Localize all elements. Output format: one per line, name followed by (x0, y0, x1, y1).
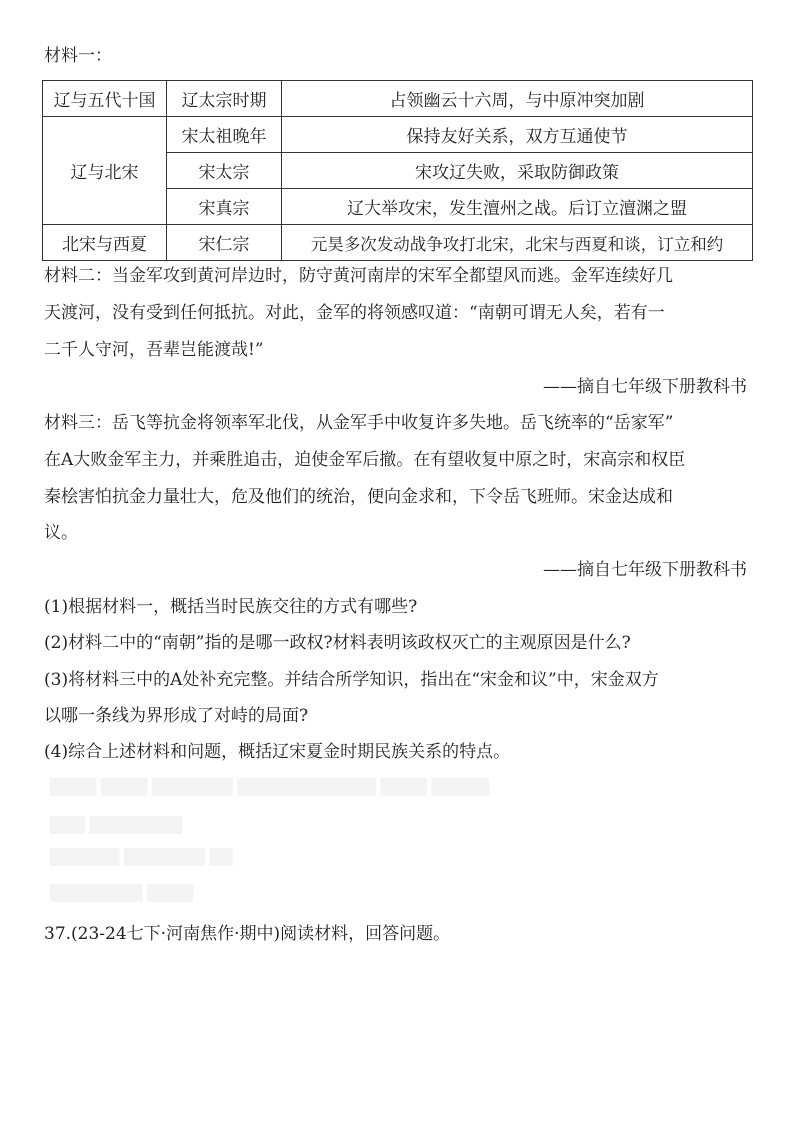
table-cell-period: 宋仁宗 (167, 225, 282, 261)
table-cell-era: 北宋与西夏 (43, 225, 167, 261)
table-cell-event: 辽大举攻宋，发生澶州之战。后订立澶渊之盟 (282, 189, 753, 225)
question-1: (1)根据材料一，概括当时民族交往的方式有哪些? (44, 597, 418, 617)
material3-line: 材料三：岳飞等抗金将领率军北伐，从金军手中收复许多失地。岳飞统率的“岳家军” (44, 413, 674, 433)
table-cell-era: 辽与五代十国 (43, 81, 167, 117)
material2-line: 材料二：当金军攻到黄河岸边时，防守黄河南岸的宋军全都望风而逃。金军连续好几 (44, 266, 673, 286)
faint-watermark-text: ████████ ████ (50, 884, 194, 902)
table-cell-period: 辽太宗时期 (167, 81, 282, 117)
table-cell-period: 宋真宗 (167, 189, 282, 225)
table-cell-event: 占领幽云十六周，与中原冲突加剧 (282, 81, 753, 117)
table-cell-event: 元昊多次发动战争攻打北宋，北宋与西夏和谈，订立和约 (282, 225, 753, 261)
table-cell-period: 宋太宗 (167, 153, 282, 189)
question-2: (2)材料二中的“南朝”指的是哪一政权?材料表明该政权灭亡的主观原因是什么? (44, 633, 631, 653)
question-3-cont: 以哪一条线为界形成了对峙的局面? (44, 706, 309, 726)
question-3: (3)将材料三中的A处补充完整。并结合所学知识，指出在“宋金和议”中，宋金双方 (44, 670, 659, 690)
table-row (43, 81, 753, 117)
question-4: (4)综合上述材料和问题，概括辽宋夏金时期民族关系的特点。 (44, 742, 511, 762)
table-cell-period: 宋太祖晚年 (167, 117, 282, 153)
table-row (43, 117, 753, 153)
table-cell-event: 保持友好关系，双方互通使节 (282, 117, 753, 153)
material1-table (42, 80, 753, 261)
faint-watermark-text: ███ ████████ (50, 816, 182, 834)
material3-line: 在A大败金军主力，并乘胜追击，迫使金军后撤。在有望收复中原之时，宋高宗和权臣 (44, 450, 686, 470)
material1-heading: 材料一： (44, 46, 112, 66)
material2-line: 天渡河，没有受到任何抵抗。对此，金军的将领感叹道：“南朝可谓无人矣，若有一 (44, 303, 665, 323)
table-cell-era: 辽与北宋 (43, 117, 167, 225)
next-question-37: 37.(23-24七下·河南焦作·期中)阅读材料，回答问题。 (44, 924, 451, 944)
faint-watermark-text: ██████ ███████ ██ (50, 848, 233, 866)
material2-line: 二千人守河，吾辈岂能渡哉!” (44, 340, 264, 360)
table-row (43, 225, 753, 261)
material2-source: ——摘自七年级下册教科书 (543, 377, 747, 397)
faint-watermark-text: ████ ████ ███████ ████████████ ████ █████ (50, 778, 490, 796)
table-cell-event: 宋攻辽失败，采取防御政策 (282, 153, 753, 189)
material3-line: 议。 (44, 523, 78, 543)
material3-source: ——摘自七年级下册教科书 (543, 560, 747, 580)
material3-line: 秦桧害怕抗金力量壮大，危及他们的统治，便向金求和，下令岳飞班师。宋金达成和 (44, 487, 673, 507)
